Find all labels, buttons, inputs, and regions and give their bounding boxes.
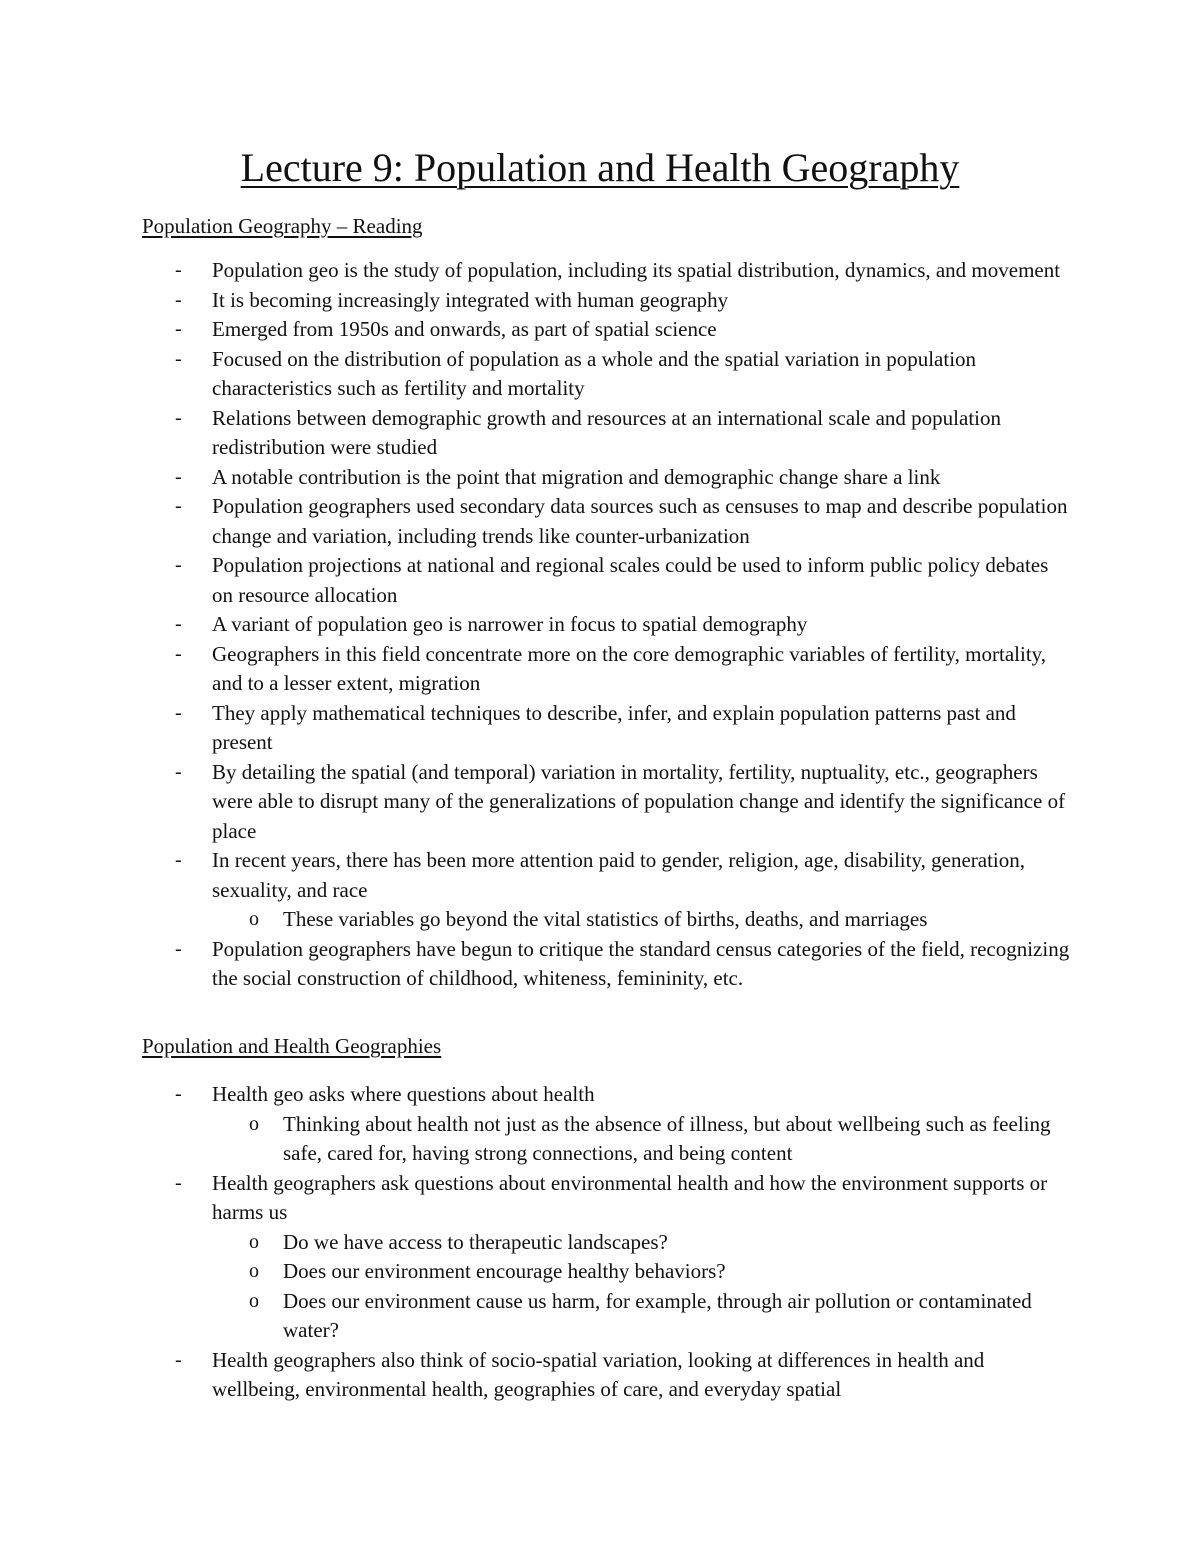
circle-bullet-icon: o: [249, 1112, 259, 1135]
list-item-text: Health geo asks where questions about health: [212, 1082, 595, 1106]
list-item: [0, 492, 1070, 551]
list-item-text: By detailing the spatial (and temporal) variation in mortality, fertility, nuptuality, etc., geographers were able to disrupt many of the generalizations of population change and identify the significance of place: [212, 759, 1066, 843]
list-item: [0, 758, 1070, 847]
list-item-text: Population geographers have begun to critique the standard census categories of the field, recognizing the social construction of childhood, whiteness, femininity, etc.: [212, 936, 1070, 990]
list-item-text: These variables go beyond the vital statistics of births, deaths, and marriages: [283, 907, 928, 931]
sub-list-item: [0, 1287, 1070, 1346]
list-item: [0, 345, 1070, 404]
list-item-text: It is becoming increasingly integrated with human geography: [212, 287, 729, 312]
dash-bullet-icon: -: [175, 288, 182, 311]
list-item: [0, 935, 1070, 994]
dash-bullet-icon: -: [175, 259, 182, 281]
list-item-text: In recent years, there has been more attention paid to gender, religion, age, disability, generation, sexuality, and race: [212, 848, 1025, 902]
dash-bullet-icon: -: [175, 760, 182, 783]
list-item-text: Focused on the distribution of population as a whole and the spatial variation in population characteristics such as fertility and mortality: [212, 346, 977, 400]
dash-bullet-icon: -: [175, 701, 182, 724]
circle-bullet-icon: o: [249, 1289, 259, 1312]
dash-bullet-icon: -: [175, 554, 182, 576]
list-item-text: Health geographers also think of socio-spatial variation, looking at differences in health and wellbeing, environmental health, geographies of care, and everyday spatial: [212, 1347, 985, 1401]
dash-bullet-icon: -: [175, 1083, 182, 1105]
dash-bullet-icon: -: [175, 406, 182, 429]
list-item: [0, 286, 1070, 316]
section-heading: Population and Health Geographies: [142, 1034, 442, 1058]
list-item-text: Emerged from 1950s and onwards, as part of spatial science: [212, 317, 717, 341]
list-item-text: A notable contribution is the point that migration and demographic change share a link: [212, 464, 941, 489]
sub-list-item: [0, 1257, 1070, 1287]
dash-bullet-icon: -: [175, 613, 182, 635]
list-item: [0, 846, 1070, 905]
list-item: [0, 256, 1070, 286]
page-title: Lecture 9: Population and Health Geography: [240, 145, 960, 190]
list-item: [0, 551, 1070, 610]
bullet-list: [0, 256, 1200, 994]
sub-list-item: [0, 905, 1070, 935]
dash-bullet-icon: -: [175, 318, 182, 340]
list-item-text: Population geo is the study of population, including its spatial distribution, dynamics, and movement: [212, 258, 1061, 282]
list-item-text: Geographers in this field concentrate more on the core demographic variables of fertility, mortality, and to a lesser extent, migration: [212, 641, 1047, 695]
dash-bullet-icon: -: [175, 495, 182, 517]
dash-bullet-icon: -: [175, 849, 182, 871]
circle-bullet-icon: o: [249, 908, 259, 930]
dash-bullet-icon: -: [175, 937, 182, 960]
list-item-text: A variant of population geo is narrower in focus to spatial demography: [212, 612, 808, 636]
circle-bullet-icon: o: [249, 1260, 259, 1282]
sub-list-item: [0, 1110, 1070, 1169]
list-item: [0, 315, 1070, 345]
list-item: [0, 699, 1070, 758]
list-item: [0, 610, 1070, 640]
section-heading: Population Geography – Reading: [142, 214, 423, 238]
list-item: [0, 404, 1070, 463]
list-item: [0, 1080, 1070, 1110]
sub-list-item: [0, 1228, 1070, 1258]
list-item-text: Do we have access to therapeutic landscapes?: [283, 1229, 668, 1254]
list-item-text: Thinking about health not just as the absence of illness, but about wellbeing such as feeling safe, cared for, having strong connections, and being content: [283, 1111, 1051, 1165]
list-item-text: They apply mathematical techniques to describe, infer, and explain population patterns past and present: [212, 700, 1016, 754]
list-item: [0, 640, 1070, 699]
dash-bullet-icon: -: [175, 642, 182, 665]
list-item-text: Does our environment encourage healthy behaviors?: [283, 1259, 726, 1283]
dash-bullet-icon: -: [175, 465, 182, 488]
list-item: [0, 1169, 1070, 1228]
dash-bullet-icon: -: [175, 347, 182, 370]
circle-bullet-icon: o: [249, 1230, 259, 1253]
list-item: [0, 463, 1070, 493]
list-item-text: Population geographers used secondary data sources such as censuses to map and describe population change and variation, including trends like counter-urbanization: [212, 494, 1068, 548]
dash-bullet-icon: -: [175, 1348, 182, 1371]
list-item-text: Does our environment cause us harm, for example, through air pollution or contaminated water?: [283, 1288, 1032, 1342]
list-item-text: Relations between demographic growth and resources at an international scale and population redistribution were studied: [212, 405, 1001, 459]
dash-bullet-icon: -: [175, 1171, 182, 1194]
bullet-list: [0, 1080, 1200, 1405]
list-item-text: Health geographers ask questions about environmental health and how the environment supports or harms us: [212, 1170, 1048, 1224]
list-item-text: Population projections at national and regional scales could be used to inform public policy debates on resource allocation: [212, 553, 1049, 607]
list-item: [0, 1346, 1070, 1405]
